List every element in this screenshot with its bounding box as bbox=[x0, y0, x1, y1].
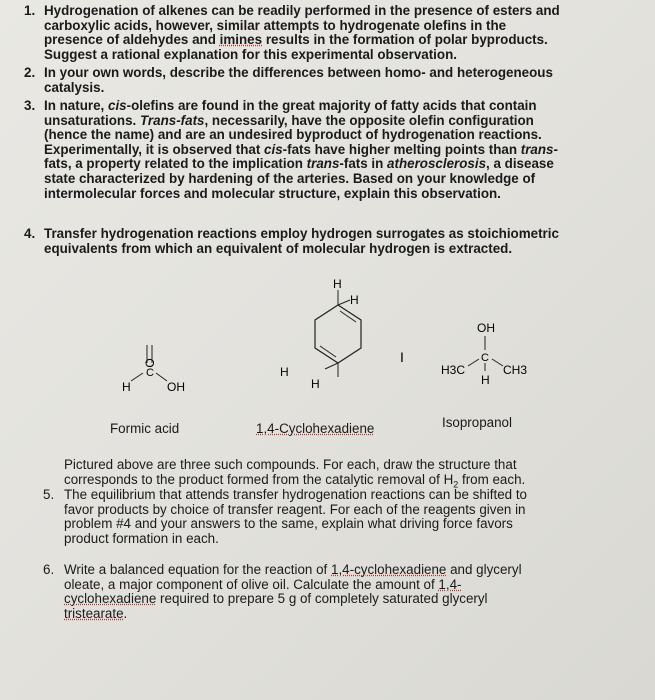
q1-line-2: carboxylic acids, however, similar attempts to hydrogenate olefins in the bbox=[44, 17, 507, 33]
q5-line-1: The equilibrium that attends transfer hydrogenation reactions can be shifted to bbox=[64, 487, 527, 502]
iso-H: H bbox=[481, 373, 490, 387]
formic-O: O bbox=[143, 358, 157, 368]
iso-OH: OH bbox=[477, 321, 495, 335]
question-1 bbox=[24, 3, 634, 62]
cyclo-H-bottom-left: H bbox=[280, 365, 289, 379]
question-number: 3. bbox=[24, 98, 36, 113]
q6-line-2: oleate, a major component of olive oil. Calculate the amount of 1,4- bbox=[64, 576, 462, 592]
q1-line-3 bbox=[44, 33, 634, 48]
caption-isopropanol: Isopropanol bbox=[442, 415, 512, 430]
q5-line-2: favor products by choice of transfer reagent. For each of the reagents given in bbox=[64, 501, 526, 517]
pictured-line-2: corresponds to the product formed from the catalytic removal of $H_2$ from each. bbox=[64, 471, 526, 490]
question-3 bbox=[24, 98, 634, 201]
question-number: 5. bbox=[43, 487, 55, 502]
q1-text: presence of aldehydes and bbox=[44, 32, 216, 48]
cyclohexadiene-structure bbox=[280, 277, 361, 391]
iso-C: C bbox=[481, 352, 489, 364]
q4-line-1: Transfer hydrogenation reactions employ hydrogen surrogates as stoichiometric bbox=[44, 226, 559, 241]
q2-line-1: In your own words, describe the differences between homo- and heterogeneous bbox=[44, 65, 553, 80]
q6-line-1: Write a balanced equation for the reaction of 1,4-cyclohexadiene and glyceryl bbox=[64, 562, 522, 577]
separator-mark: I bbox=[400, 349, 404, 365]
q3-line-2: unsaturations. Trans-fats, necessarily, have the opposite olefin configuration bbox=[44, 112, 534, 128]
q3-line-7: intermolecular forces and molecular structure, explain this observation. bbox=[44, 185, 501, 201]
cyclo-H-top-right: H bbox=[350, 293, 359, 307]
question-5 bbox=[43, 487, 634, 546]
formic-C: C bbox=[146, 367, 154, 379]
isopropanol-structure bbox=[441, 321, 527, 387]
iso-CH3: CH3 bbox=[503, 363, 528, 377]
q3-line-4: Experimentally, it is observed that cis-fats have higher melting points than trans- bbox=[44, 141, 558, 157]
question-number: 4. bbox=[24, 226, 36, 241]
question-2 bbox=[24, 65, 634, 95]
question-number: 1. bbox=[24, 3, 36, 18]
question-4 bbox=[24, 226, 634, 256]
q3-line-6: state characterized by hardening of the arteries. Based on your knowledge of bbox=[44, 170, 536, 186]
iso-H3C: H3C bbox=[441, 363, 466, 377]
q3-line-1: In nature, cis-olefins are found in the great majority of fatty acids that contain bbox=[44, 98, 537, 113]
q2-line-2: catalysis. bbox=[44, 79, 105, 95]
q4-line-2: equivalents from which an equivalent of molecular hydrogen is extracted. bbox=[44, 240, 513, 256]
q1-line-4: Suggest a rational explanation for this experimental observation. bbox=[44, 46, 457, 62]
formic-H: H bbox=[122, 380, 131, 394]
formic-acid-structure bbox=[122, 345, 185, 394]
question-number: 2. bbox=[24, 65, 36, 80]
q3-line-3: (hence the name) and are an undesired byproduct of hydrogenation reactions. bbox=[44, 127, 542, 143]
q5-line-4: product formation in each. bbox=[64, 530, 219, 546]
q6-line-3: cyclohexadiene required to prepare 5 g of completely saturated glyceryl bbox=[64, 591, 488, 607]
cyclo-H-top: H bbox=[333, 277, 342, 291]
pictured-line-1: Pictured above are three such compounds. For each, draw the structure that bbox=[64, 457, 517, 472]
q3-line-5: fats, a property related to the implication trans-fats in atherosclerosis, a disease bbox=[44, 156, 554, 172]
q1-line-1: Hydrogenation of alkenes can be readily performed in the presence of esters and bbox=[44, 3, 560, 18]
caption-formic-acid: Formic acid bbox=[110, 421, 180, 436]
q1-text: results in the formation of polar byproducts. bbox=[265, 32, 548, 48]
q6-line-4: tristearate. bbox=[64, 605, 128, 621]
question-number: 6. bbox=[43, 562, 55, 577]
formic-OH: OH bbox=[167, 380, 185, 394]
misspelled-word-imines: imines bbox=[219, 32, 263, 48]
question-6 bbox=[43, 562, 634, 621]
q5-line-3: problem #4 and your answers to the same, explain what driving force favors bbox=[64, 516, 513, 532]
caption-cyclohexadiene: 1,4-Cyclohexadiene bbox=[256, 421, 375, 436]
cyclo-H-bottom: H bbox=[311, 377, 320, 391]
